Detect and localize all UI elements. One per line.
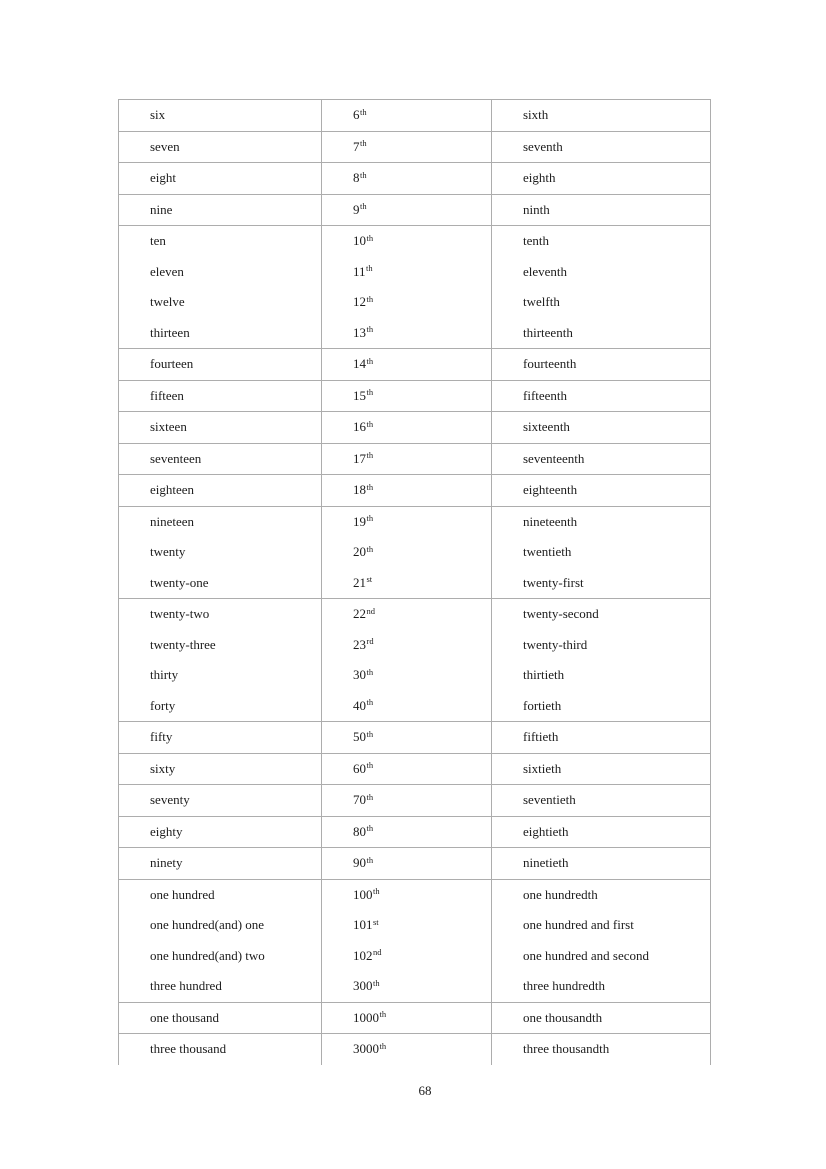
ordinal-word-text: one hundred and second bbox=[523, 947, 649, 963]
ordinal-word-text: twenty-first bbox=[523, 574, 584, 590]
ordinal-numeral-text bbox=[322, 226, 491, 257]
ordinal-numeral-text bbox=[322, 941, 491, 972]
ordinal-number: 102 bbox=[353, 947, 373, 963]
cell-cardinal bbox=[119, 412, 322, 444]
ordinal-word-text: seventh bbox=[523, 138, 563, 154]
table-row bbox=[119, 1034, 711, 1065]
ordinal-numeral-text bbox=[322, 568, 491, 599]
table-row bbox=[119, 816, 711, 848]
cell-ordinal-numeral bbox=[322, 599, 492, 722]
cardinal-text: six bbox=[150, 107, 166, 122]
ordinal-word-text: ninth bbox=[523, 201, 550, 217]
cell-ordinal-numeral bbox=[322, 848, 492, 880]
cell-ordinal-numeral bbox=[322, 443, 492, 475]
ordinal-suffix: nd bbox=[373, 947, 382, 957]
ordinal-number: 9 bbox=[353, 201, 360, 217]
cell-ordinal-numeral bbox=[322, 722, 492, 754]
cell-ordinal-numeral bbox=[322, 475, 492, 507]
cardinal-text: eighteen bbox=[150, 482, 195, 497]
table-row bbox=[119, 1002, 711, 1034]
cardinal-text: twenty bbox=[150, 544, 186, 559]
cardinal-text: ten bbox=[150, 233, 166, 248]
cardinal-text: twenty-two bbox=[150, 606, 210, 621]
ordinals-table bbox=[118, 99, 711, 1065]
table-row bbox=[119, 131, 711, 163]
ordinal-number: 18 bbox=[353, 482, 366, 497]
cardinal-text: eighty bbox=[150, 823, 183, 839]
cell-ordinal-word bbox=[492, 475, 711, 507]
table-row bbox=[119, 475, 711, 507]
ordinal-suffix: th bbox=[366, 513, 374, 523]
cell-ordinal-word bbox=[492, 349, 711, 381]
cell-cardinal bbox=[119, 380, 322, 412]
cardinal-text: twenty-one bbox=[150, 574, 209, 590]
table-row bbox=[119, 848, 711, 880]
cardinal-text: three thousand bbox=[150, 1041, 227, 1056]
ordinal-numeral-text bbox=[322, 1034, 491, 1065]
ordinal-number: 3000 bbox=[353, 1041, 379, 1056]
ordinal-word-text: seventieth bbox=[523, 792, 576, 807]
table-row bbox=[119, 100, 711, 132]
table-row bbox=[119, 412, 711, 444]
ordinal-numeral-text bbox=[322, 444, 491, 475]
cell-cardinal bbox=[119, 194, 322, 226]
cell-ordinal-numeral bbox=[322, 380, 492, 412]
cell-ordinal-word bbox=[492, 785, 711, 817]
cardinal-text: one hundred(and) one bbox=[150, 917, 265, 932]
ordinal-suffix: th bbox=[366, 791, 374, 802]
cell-ordinal-word bbox=[492, 163, 711, 195]
cell-cardinal bbox=[119, 1002, 322, 1034]
ordinal-number: 300 bbox=[353, 978, 373, 993]
cardinal-text: forty bbox=[150, 697, 176, 713]
ordinal-word-text: eighteenth bbox=[523, 482, 578, 497]
ordinal-suffix: th bbox=[366, 450, 374, 460]
cell-ordinal-numeral bbox=[322, 163, 492, 195]
cell-cardinal bbox=[119, 506, 322, 599]
cell-ordinal-word bbox=[492, 753, 711, 785]
ordinal-number: 30 bbox=[353, 667, 366, 682]
table-row bbox=[119, 785, 711, 817]
ordinal-word-text: thirtieth bbox=[523, 667, 565, 682]
ordinal-word-text: eleventh bbox=[523, 263, 568, 279]
ordinal-number: 19 bbox=[353, 513, 366, 529]
ordinal-word-text: twelfth bbox=[523, 294, 560, 309]
ordinal-number: 20 bbox=[353, 544, 366, 559]
cardinal-text: sixty bbox=[150, 760, 176, 776]
ordinal-numeral-text bbox=[322, 691, 491, 722]
ordinal-word-text: eightieth bbox=[523, 823, 569, 839]
cell-ordinal-numeral bbox=[322, 1002, 492, 1034]
ordinal-suffix: th bbox=[360, 138, 367, 148]
ordinal-number: 15 bbox=[353, 387, 366, 403]
cardinal-text: fifty bbox=[150, 729, 173, 744]
cell-ordinal-numeral bbox=[322, 131, 492, 163]
table-row bbox=[119, 380, 711, 412]
ordinal-word-text: fiftieth bbox=[523, 729, 559, 744]
ordinal-numeral-text bbox=[322, 287, 491, 318]
cardinal-text: fifteen bbox=[150, 387, 184, 403]
ordinal-suffix: th bbox=[366, 823, 374, 833]
ordinals-table-body bbox=[119, 100, 711, 1065]
cell-ordinal-word bbox=[492, 722, 711, 754]
ordinal-word-text: one thousandth bbox=[523, 1009, 603, 1025]
ordinal-numeral-text bbox=[322, 817, 491, 848]
cardinal-text: twelve bbox=[150, 294, 185, 309]
ordinal-suffix: th bbox=[366, 697, 374, 707]
ordinal-numeral-text bbox=[322, 195, 491, 226]
ordinal-suffix: th bbox=[366, 728, 374, 739]
table-row bbox=[119, 226, 711, 349]
ordinal-numeral-text bbox=[322, 880, 491, 911]
ordinal-suffix: th bbox=[366, 854, 374, 865]
table-row bbox=[119, 879, 711, 1002]
ordinal-suffix: th bbox=[366, 232, 374, 243]
ordinal-word-text: twenty-second bbox=[523, 606, 599, 621]
ordinal-number: 80 bbox=[353, 823, 366, 839]
ordinal-word-text: one hundredth bbox=[523, 886, 598, 902]
ordinal-numeral-text bbox=[322, 163, 491, 194]
ordinal-suffix: st bbox=[366, 574, 373, 584]
ordinal-number: 50 bbox=[353, 729, 366, 744]
ordinal-number: 23 bbox=[353, 636, 366, 652]
table-row bbox=[119, 753, 711, 785]
cell-cardinal bbox=[119, 785, 322, 817]
ordinal-number: 17 bbox=[353, 450, 366, 466]
ordinal-suffix: th bbox=[366, 387, 374, 397]
table-row bbox=[119, 722, 711, 754]
ordinal-word-text: thirteenth bbox=[523, 324, 573, 340]
cell-ordinal-word bbox=[492, 848, 711, 880]
cell-cardinal bbox=[119, 816, 322, 848]
ordinal-number: 6 bbox=[353, 107, 360, 122]
ordinal-number: 16 bbox=[353, 419, 366, 434]
cell-cardinal bbox=[119, 753, 322, 785]
ordinal-word-text: twentieth bbox=[523, 544, 572, 559]
cardinal-text: one hundred bbox=[150, 886, 215, 902]
cell-ordinal-word bbox=[492, 1034, 711, 1065]
cell-ordinal-numeral bbox=[322, 1034, 492, 1065]
table-row bbox=[119, 194, 711, 226]
ordinal-word-text: nineteenth bbox=[523, 513, 578, 529]
cardinal-text: one hundred(and) two bbox=[150, 947, 265, 963]
cardinal-text: seven bbox=[150, 138, 180, 154]
cell-ordinal-word bbox=[492, 380, 711, 412]
ordinal-suffix: th bbox=[366, 760, 374, 770]
ordinal-word-text: seventeenth bbox=[523, 450, 585, 466]
cell-ordinal-numeral bbox=[322, 506, 492, 599]
ordinal-word-text: three thousandth bbox=[523, 1041, 610, 1056]
page-number: 68 bbox=[418, 1083, 432, 1098]
ordinal-number: 11 bbox=[353, 263, 366, 279]
cardinal-text: nine bbox=[150, 201, 173, 217]
cell-ordinal-word bbox=[492, 1002, 711, 1034]
ordinal-suffix: th bbox=[366, 293, 374, 304]
cell-cardinal bbox=[119, 848, 322, 880]
ordinal-suffix: th bbox=[373, 977, 380, 988]
ordinal-suffix: th bbox=[379, 1009, 387, 1019]
ordinal-numeral-text bbox=[322, 507, 491, 538]
cardinal-text: one thousand bbox=[150, 1009, 219, 1025]
cardinal-text: thirteen bbox=[150, 324, 190, 340]
ordinal-word-text: three hundredth bbox=[523, 978, 605, 993]
ordinal-number: 13 bbox=[353, 324, 366, 340]
table-row bbox=[119, 163, 711, 195]
ordinal-suffix: th bbox=[366, 324, 374, 334]
ordinal-suffix: th bbox=[366, 418, 374, 429]
ordinal-numeral-text bbox=[322, 754, 491, 785]
ordinal-numeral-text bbox=[322, 910, 491, 941]
ordinal-word-text: eighth bbox=[523, 170, 556, 185]
ordinal-numeral-text bbox=[322, 537, 491, 568]
cardinal-text: seventeen bbox=[150, 450, 202, 466]
ordinal-number: 7 bbox=[353, 138, 360, 154]
cell-cardinal bbox=[119, 722, 322, 754]
cell-ordinal-word bbox=[492, 226, 711, 349]
cell-ordinal-word bbox=[492, 816, 711, 848]
ordinal-word-text: fifteenth bbox=[523, 387, 568, 403]
ordinal-numeral-text bbox=[322, 412, 491, 443]
ordinal-number: 12 bbox=[353, 294, 366, 309]
ordinal-numeral-text bbox=[322, 132, 491, 163]
cell-cardinal bbox=[119, 131, 322, 163]
ordinal-numeral-text bbox=[322, 971, 491, 1002]
ordinal-number: 100 bbox=[353, 886, 373, 902]
ordinal-suffix: th bbox=[366, 355, 374, 366]
cell-cardinal bbox=[119, 100, 322, 132]
cell-cardinal bbox=[119, 443, 322, 475]
ordinal-number: 21 bbox=[353, 574, 366, 590]
ordinal-word-text: fortieth bbox=[523, 697, 562, 713]
cell-ordinal-word bbox=[492, 879, 711, 1002]
ordinal-number: 90 bbox=[353, 855, 366, 870]
ordinal-number: 40 bbox=[353, 697, 366, 713]
ordinal-numeral-text bbox=[322, 1003, 491, 1034]
cell-cardinal bbox=[119, 349, 322, 381]
cell-ordinal-numeral bbox=[322, 785, 492, 817]
cell-cardinal bbox=[119, 226, 322, 349]
ordinal-suffix: th bbox=[379, 1040, 387, 1051]
ordinal-number: 60 bbox=[353, 760, 366, 776]
ordinal-number: 1000 bbox=[353, 1009, 379, 1025]
ordinal-word-text: sixteenth bbox=[523, 419, 570, 434]
ordinal-suffix: th bbox=[373, 886, 380, 896]
cell-ordinal-numeral bbox=[322, 753, 492, 785]
cell-cardinal bbox=[119, 1034, 322, 1065]
cardinal-text: ninety bbox=[150, 855, 183, 870]
ordinal-numeral-text bbox=[322, 475, 491, 506]
cardinal-text: sixteen bbox=[150, 419, 187, 434]
ordinal-suffix: th bbox=[360, 201, 367, 211]
ordinal-suffix: th bbox=[366, 481, 374, 492]
cell-ordinal-numeral bbox=[322, 100, 492, 132]
ordinal-numeral-text bbox=[322, 100, 491, 131]
ordinal-suffix: th bbox=[360, 106, 367, 117]
cell-ordinal-numeral bbox=[322, 226, 492, 349]
table-row bbox=[119, 506, 711, 599]
cell-ordinal-numeral bbox=[322, 412, 492, 444]
ordinal-suffix: th bbox=[366, 543, 374, 554]
ordinal-suffix: rd bbox=[366, 636, 374, 646]
cell-ordinal-word bbox=[492, 131, 711, 163]
cardinal-text: thirty bbox=[150, 667, 179, 682]
ordinal-word-text: one hundred and first bbox=[523, 917, 634, 932]
cell-ordinal-numeral bbox=[322, 349, 492, 381]
cardinal-text: eight bbox=[150, 170, 176, 185]
ordinal-number: 70 bbox=[353, 792, 366, 807]
table-row bbox=[119, 443, 711, 475]
cell-ordinal-word bbox=[492, 100, 711, 132]
cell-ordinal-word bbox=[492, 412, 711, 444]
ordinal-suffix: th bbox=[360, 169, 367, 180]
ordinal-word-text: ninetieth bbox=[523, 855, 569, 870]
ordinal-suffix: th bbox=[366, 263, 373, 273]
ordinal-numeral-text bbox=[322, 660, 491, 691]
cardinal-text: three hundred bbox=[150, 978, 222, 993]
ordinal-suffix: st bbox=[373, 916, 379, 927]
ordinal-numeral-text bbox=[322, 599, 491, 630]
ordinal-number: 8 bbox=[353, 170, 360, 185]
cell-ordinal-word bbox=[492, 194, 711, 226]
ordinal-word-text: fourteenth bbox=[523, 356, 577, 371]
ordinal-word-text: twenty-third bbox=[523, 636, 588, 652]
cell-cardinal bbox=[119, 599, 322, 722]
cell-ordinal-numeral bbox=[322, 816, 492, 848]
ordinal-word-text: tenth bbox=[523, 233, 549, 248]
ordinal-numeral-text bbox=[322, 318, 491, 349]
ordinal-suffix: th bbox=[366, 666, 374, 677]
cell-cardinal bbox=[119, 163, 322, 195]
ordinal-number: 10 bbox=[353, 233, 366, 248]
cardinal-text: fourteen bbox=[150, 356, 194, 371]
ordinal-word-text: sixtieth bbox=[523, 760, 562, 776]
cardinal-text: nineteen bbox=[150, 513, 195, 529]
ordinal-number: 101 bbox=[353, 917, 373, 932]
table-row bbox=[119, 349, 711, 381]
ordinal-numeral-text bbox=[322, 785, 491, 816]
ordinal-word-text: sixth bbox=[523, 107, 549, 122]
ordinal-numeral-text bbox=[322, 257, 491, 288]
ordinal-numeral-text bbox=[322, 722, 491, 753]
cardinal-text: twenty-three bbox=[150, 636, 216, 652]
cell-ordinal-word bbox=[492, 443, 711, 475]
ordinal-numeral-text bbox=[322, 630, 491, 661]
cell-cardinal bbox=[119, 475, 322, 507]
ordinal-numeral-text bbox=[322, 848, 491, 879]
ordinal-number: 22 bbox=[353, 606, 366, 621]
ordinal-number: 14 bbox=[353, 356, 366, 371]
ordinal-numeral-text bbox=[322, 381, 491, 412]
cardinal-text: eleven bbox=[150, 263, 184, 279]
cell-ordinal-word bbox=[492, 506, 711, 599]
cell-cardinal bbox=[119, 879, 322, 1002]
cell-ordinal-numeral bbox=[322, 879, 492, 1002]
table-row bbox=[119, 599, 711, 722]
cell-ordinal-word bbox=[492, 599, 711, 722]
cardinal-text: seventy bbox=[150, 792, 190, 807]
ordinal-numeral-text bbox=[322, 349, 491, 380]
ordinal-suffix: nd bbox=[366, 605, 375, 616]
cell-ordinal-numeral bbox=[322, 194, 492, 226]
